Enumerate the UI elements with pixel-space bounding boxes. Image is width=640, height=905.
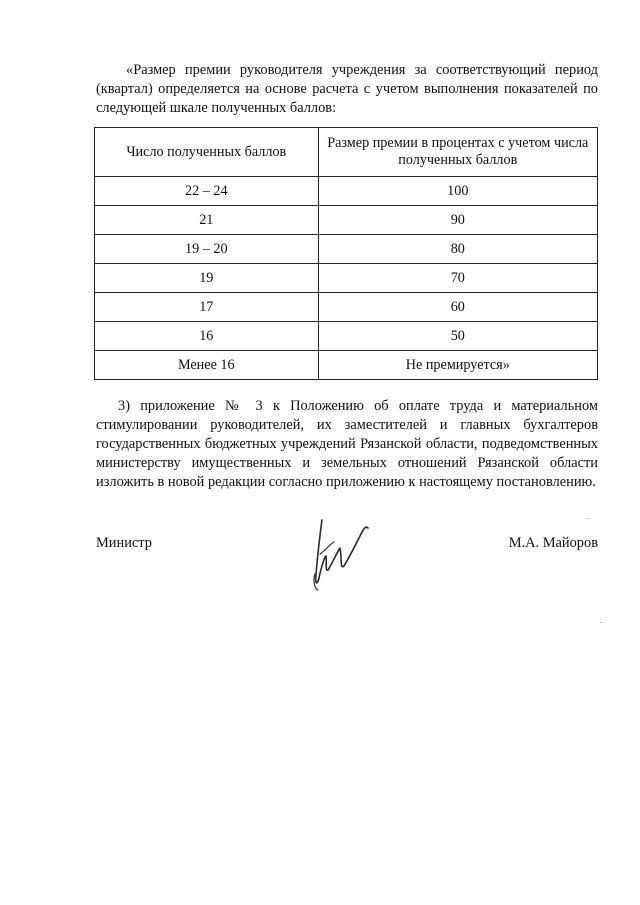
cell-points: 16 bbox=[95, 322, 319, 351]
cell-points: 17 bbox=[95, 293, 319, 322]
cell-percent: 90 bbox=[318, 206, 597, 235]
cell-percent: 60 bbox=[318, 293, 597, 322]
scan-speck bbox=[598, 124, 599, 125]
header-bonus-percent: Размер премии в процентах с учетом числа полученных баллов bbox=[318, 128, 597, 177]
cell-points: 19 – 20 bbox=[95, 235, 319, 264]
cell-percent: 70 bbox=[318, 264, 597, 293]
cell-percent: 80 bbox=[318, 235, 597, 264]
table-row bbox=[95, 293, 598, 322]
table-row bbox=[95, 264, 598, 293]
header-points: Число полученных баллов bbox=[95, 128, 319, 177]
table-row bbox=[95, 235, 598, 264]
cell-percent: 100 bbox=[318, 177, 597, 206]
scan-speck bbox=[588, 518, 589, 519]
cell-points: Менее 16 bbox=[95, 351, 319, 380]
table-header-row bbox=[95, 128, 598, 177]
table-row bbox=[95, 177, 598, 206]
cell-points: 22 – 24 bbox=[95, 177, 319, 206]
table-row bbox=[95, 351, 598, 380]
cell-points: 21 bbox=[95, 206, 319, 235]
handwritten-signature bbox=[300, 514, 380, 594]
signatory-title: Министр bbox=[96, 535, 152, 551]
item-3-paragraph: 3) приложение № 3 к Положению об оплате труда и материальном стимулировании руководителей, их заместителей и главных бухгалтеров государственных бюджетных учреждений Рязанской области, подведомственных министерству имущественных и земельных отношений Рязанской области изложить в новой редакции согласно приложению к настоящему постановлению. bbox=[96, 398, 598, 490]
table-row bbox=[95, 322, 598, 351]
bonus-scale-table bbox=[94, 127, 598, 380]
scan-speck bbox=[600, 622, 601, 623]
signatory-name: М.А. Майоров bbox=[508, 535, 598, 551]
cell-percent: 50 bbox=[318, 322, 597, 351]
table-row bbox=[95, 206, 598, 235]
intro-paragraph: «Размер премии руководителя учреждения за соответствующий период (квартал) определяется на основе расчета с учетом выполнения показателей по следующей шкале полученных баллов: bbox=[96, 62, 598, 116]
cell-points: 19 bbox=[95, 264, 319, 293]
cell-percent: Не премируется» bbox=[318, 351, 597, 380]
